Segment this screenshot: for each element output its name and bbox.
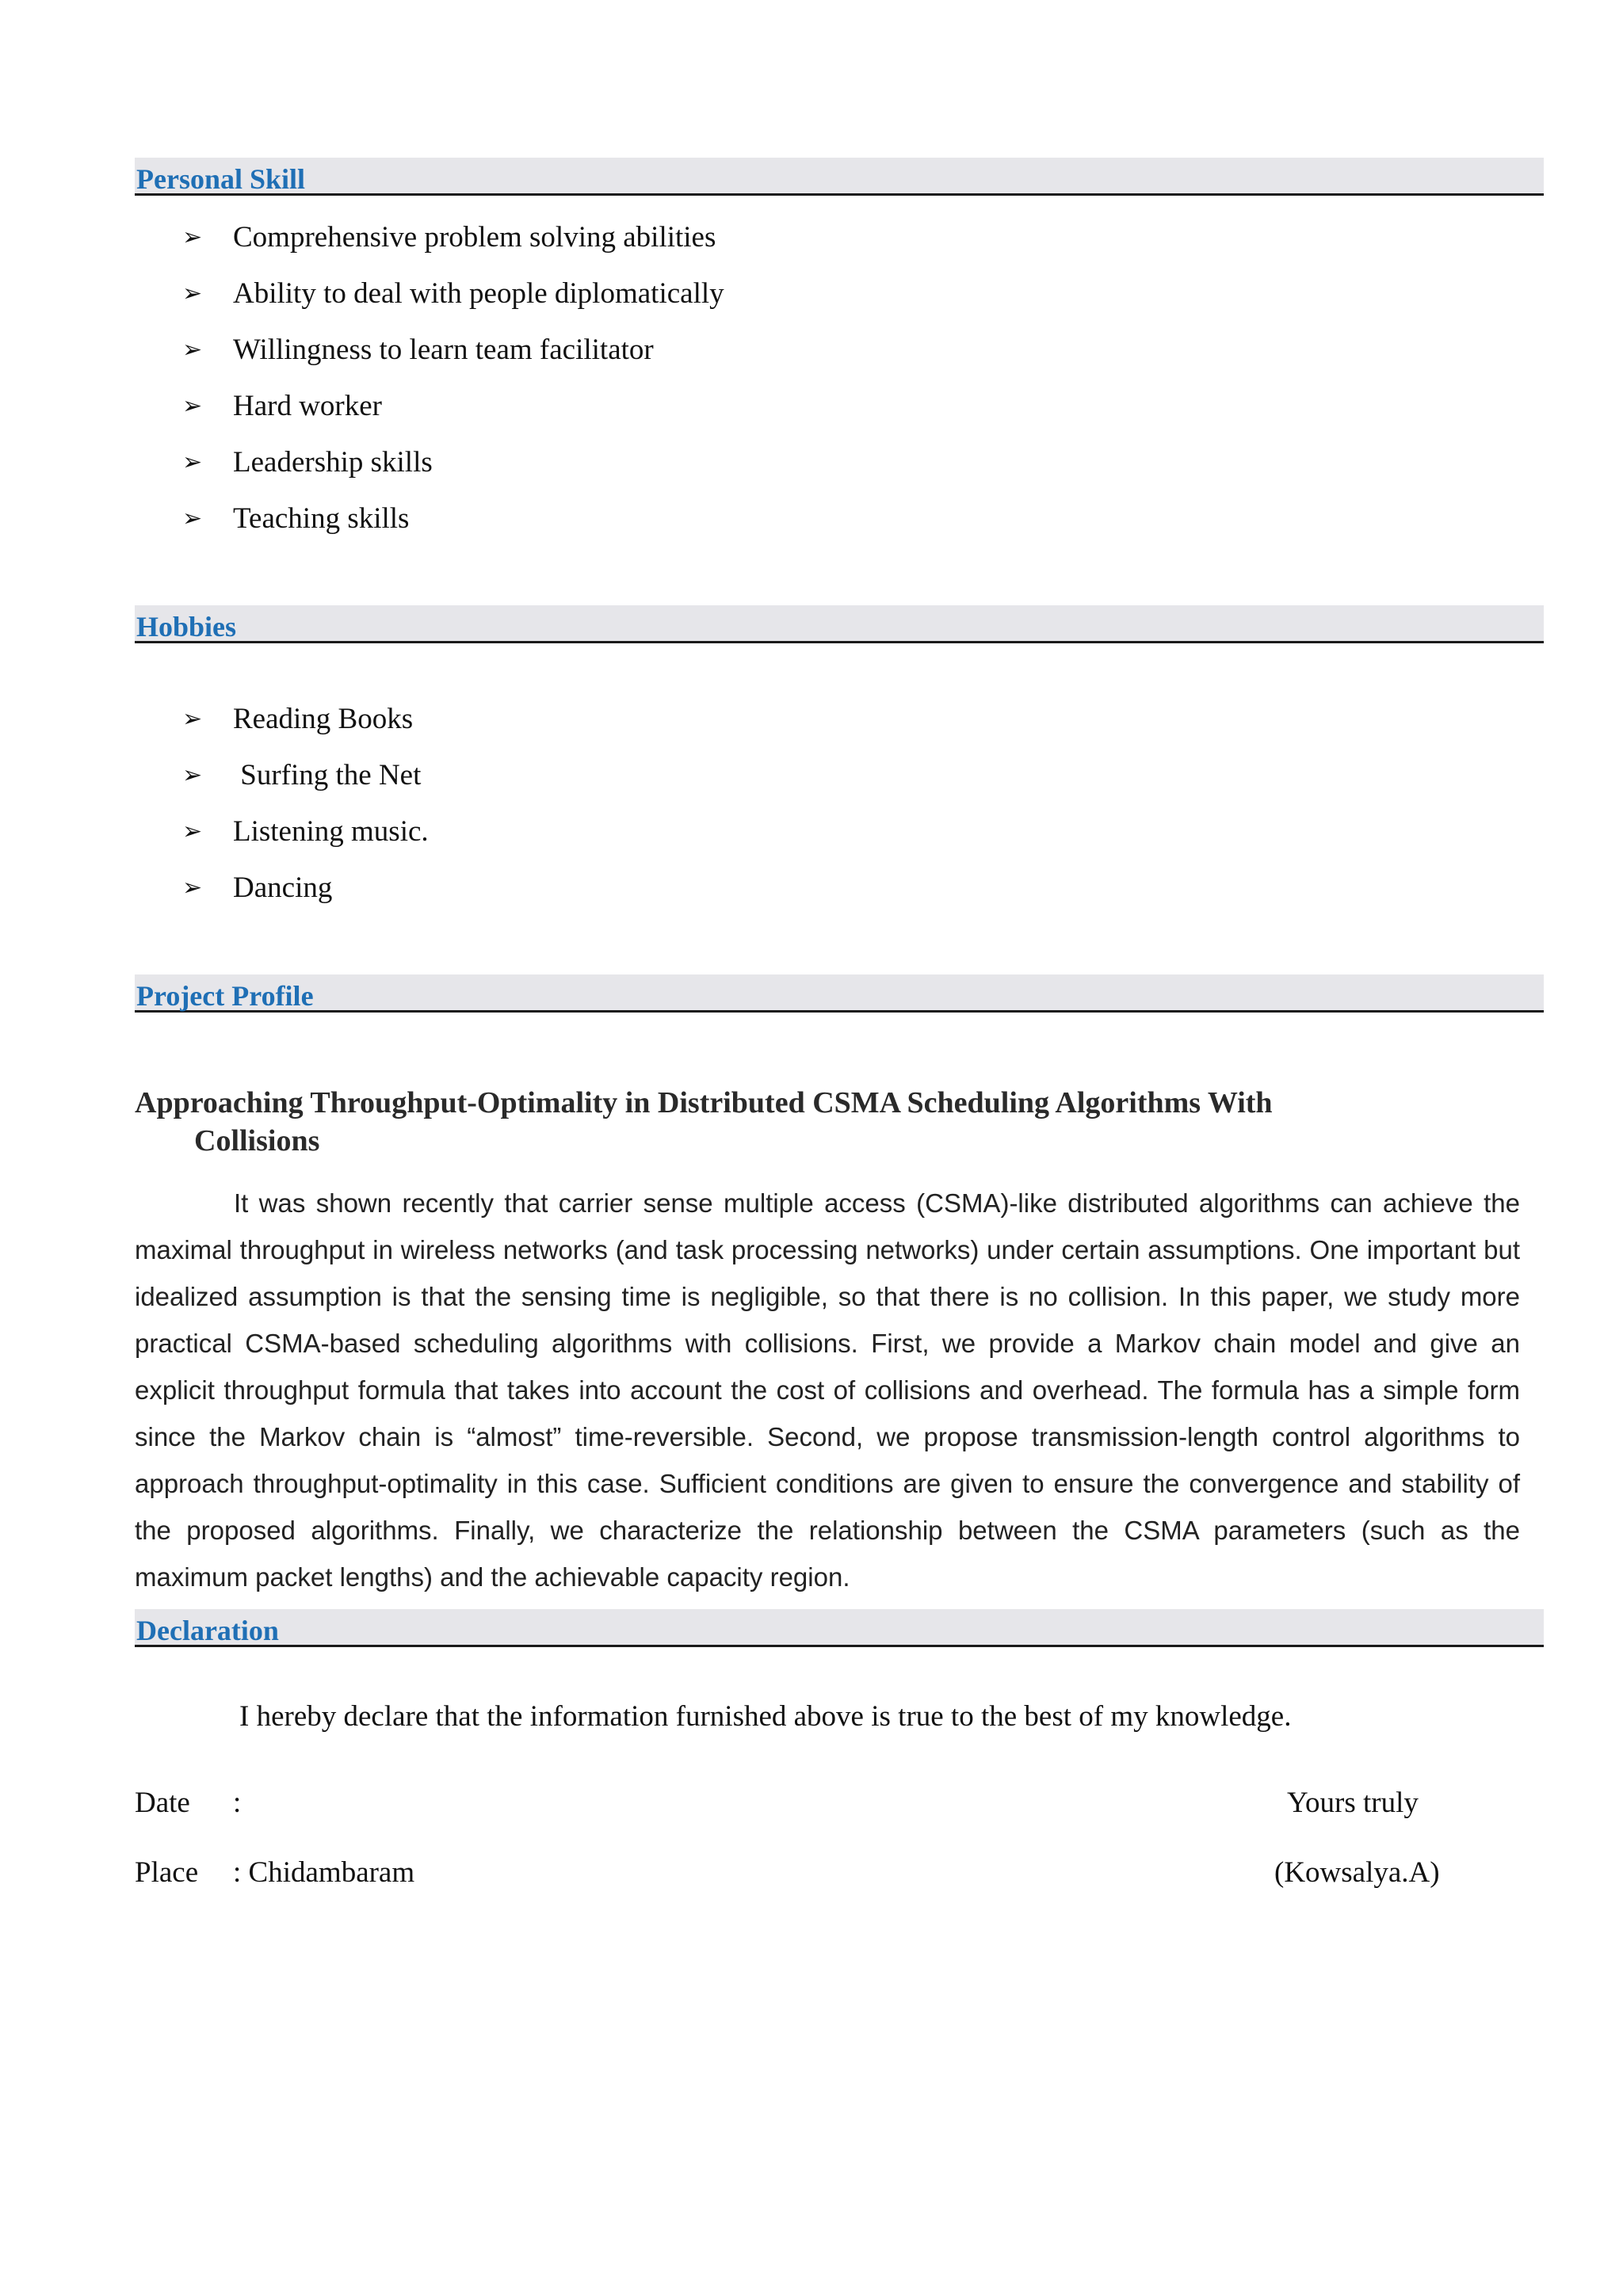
- list-item: ➢ Ability to deal with people diplomatically: [182, 276, 724, 332]
- list-item: ➢ Willingness to learn team facilitator: [182, 332, 724, 388]
- declaration-text: I hereby declare that the information furnished above is true to the best of my knowledge.: [239, 1700, 1292, 1733]
- signature-name: (Kowsalya.A): [1274, 1856, 1440, 1889]
- hobbies-header: [135, 605, 1544, 643]
- list-item: ➢ Reading Books: [182, 701, 429, 757]
- declaration-header: [135, 1609, 1544, 1647]
- arrow-bullet-icon: ➢: [182, 223, 203, 251]
- arrow-bullet-icon: ➢: [182, 818, 203, 845]
- place-label: Place: [135, 1856, 199, 1889]
- list-item: ➢ Listening music.: [182, 814, 429, 870]
- place-value: : Chidambaram: [233, 1856, 415, 1889]
- date-value: :: [233, 1787, 242, 1819]
- list-item: ➢ Leadership skills: [182, 444, 724, 501]
- list-item: ➢ Hard worker: [182, 388, 724, 444]
- personal-skill-header: [135, 158, 1544, 196]
- arrow-bullet-icon: ➢: [182, 761, 203, 789]
- hobbies-title: Hobbies: [136, 611, 237, 643]
- personal-skill-title: Personal Skill: [136, 163, 306, 195]
- project-title: Approaching Throughput-Optimality in Distributed CSMA Scheduling Algorithms With Collisions: [135, 1086, 1273, 1158]
- project-abstract: It was shown recently that carrier sense multiple access (CSMA)-like distributed algorithms can achieve the maximal throughput in wireless networks (and task processing networks) under certain assumptions. One important but idealized assumption is that the sensing time is negligible, so that there is no collision. In this paper, we study more practical CSMA-based scheduling algorithms with collisions. First, we provide a Markov chain model and give an explicit throughput formula that takes into account the cost of collisions and overhead. The formula has a simple form since the Markov chain is “almost” time-reversible. Second, we propose transmission-length control algorithms to approach throughput-optimality in this case. Sufficient conditions are given to ensure the convergence and stability of the proposed algorithms. Finally, we characterize the relationship between the CSMA parameters (such as the maximum packet lengths) and the achievable capacity region.: [135, 1188, 1520, 1592]
- date-label: Date: [135, 1787, 190, 1819]
- list-item: ➢ Surfing the Net: [182, 757, 429, 814]
- arrow-bullet-icon: ➢: [182, 336, 203, 364]
- list-item: ➢ Dancing: [182, 870, 429, 926]
- project-profile-title: Project Profile: [136, 980, 314, 1012]
- hobbies-list: [182, 701, 429, 926]
- personal-skill-list: [182, 219, 724, 557]
- declaration-title: Declaration: [136, 1615, 279, 1646]
- closing-text: Yours truly: [1287, 1787, 1419, 1819]
- arrow-bullet-icon: ➢: [182, 505, 203, 532]
- project-profile-header: [135, 974, 1544, 1013]
- arrow-bullet-icon: ➢: [182, 392, 203, 420]
- arrow-bullet-icon: ➢: [182, 280, 203, 307]
- list-item: ➢ Comprehensive problem solving abilities: [182, 219, 724, 276]
- arrow-bullet-icon: ➢: [182, 874, 203, 902]
- arrow-bullet-icon: ➢: [182, 705, 203, 733]
- list-item: ➢ Teaching skills: [182, 501, 724, 557]
- arrow-bullet-icon: ➢: [182, 448, 203, 476]
